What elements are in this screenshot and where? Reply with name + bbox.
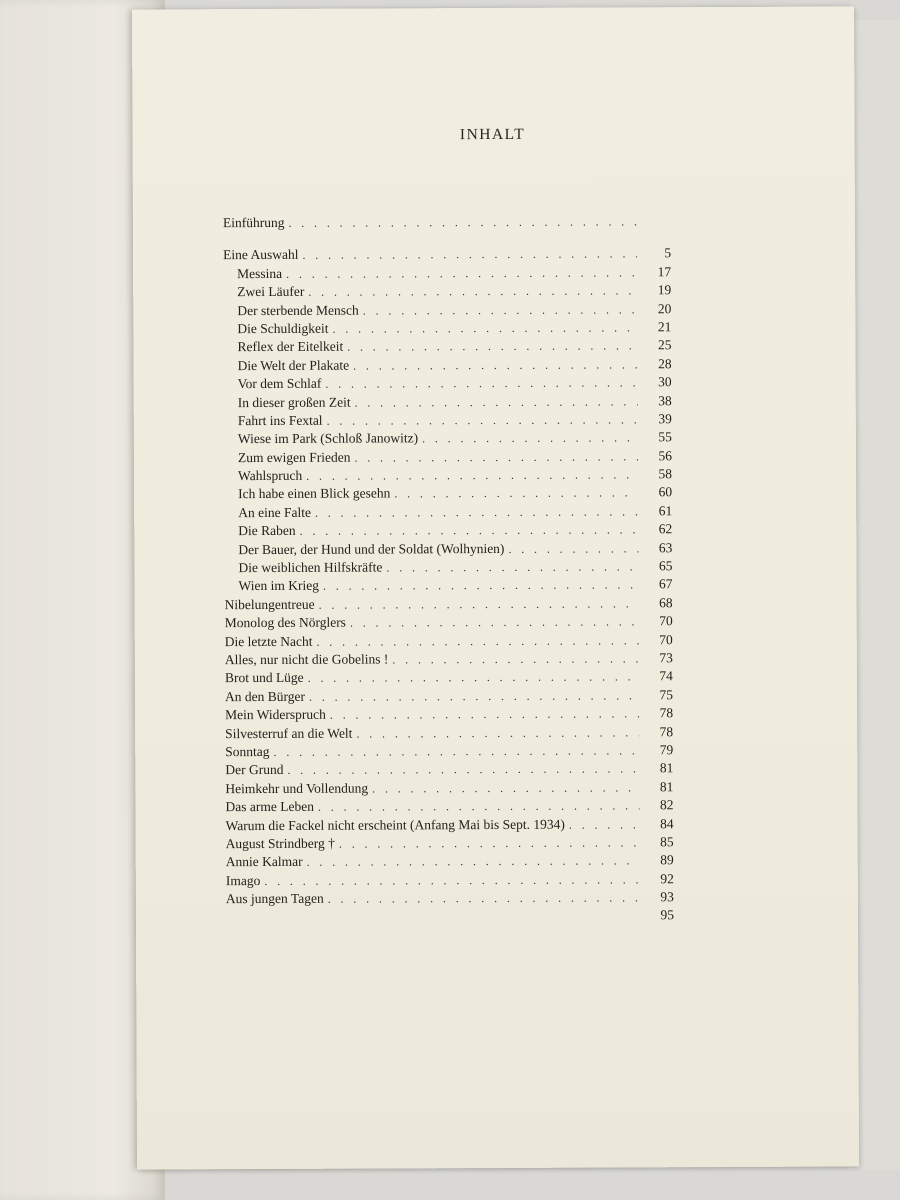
toc-entry-page-number: 70	[659, 631, 673, 647]
toc-entry	[225, 631, 673, 651]
toc-entry-page-number: 79	[659, 742, 674, 758]
toc-entry-title: Der Bauer, der Hund und der Soldat (Wolhynien)	[238, 540, 505, 557]
toc-entry-page-number: 92	[660, 870, 674, 886]
toc-entry-page-number: 67	[658, 576, 673, 592]
toc-entry-page-number: 84	[660, 815, 674, 831]
dot-leader	[273, 741, 639, 761]
toc-entry	[226, 815, 674, 835]
toc-entry-title: An eine Falte	[238, 504, 311, 520]
toc-entry-page-number: 68	[659, 595, 673, 611]
toc-entry-page-number: 78	[659, 723, 674, 739]
toc-entry-title: Zum ewigen Frieden	[237, 449, 351, 465]
dot-leader	[309, 686, 639, 706]
toc-entry-title: Die Schuldigkeit	[237, 320, 329, 337]
dot-leader	[308, 282, 637, 302]
dot-leader	[306, 465, 638, 485]
toc-entry-title: Warum die Fackel nicht erscheint (Anfang Mai bis Sept. 1934)	[225, 816, 565, 833]
dot-leader	[300, 521, 639, 541]
book-page	[132, 6, 859, 1169]
toc-entry	[225, 612, 673, 632]
dot-leader	[264, 870, 640, 890]
toc-entry	[225, 741, 673, 761]
toc-entry	[226, 870, 674, 890]
toc-entry-page-number: 17	[657, 264, 672, 280]
toc-entry	[225, 649, 673, 669]
toc-entry-page-number: 65	[658, 558, 673, 574]
dot-leader	[356, 723, 639, 743]
toc-entry-page-number: 30	[658, 374, 672, 390]
toc-entry	[223, 318, 671, 338]
toc-entry-page-number: 20	[657, 300, 672, 316]
toc-entry-title: Der sterbende Mensch	[237, 302, 359, 318]
toc-entry-page-number: 38	[658, 392, 672, 408]
dot-leader	[330, 705, 639, 725]
toc-entry-page-number: 5	[664, 245, 672, 261]
dot-leader	[319, 594, 639, 614]
toc-entry-page-number: 95	[660, 907, 674, 923]
toc-entry	[224, 557, 672, 577]
toc-entry	[225, 704, 673, 724]
dot-leader	[354, 447, 638, 467]
toc-entry-page-number: 82	[659, 797, 674, 813]
toc-entry-title: Alles, nur nicht die Gobelins !	[224, 651, 389, 668]
toc-entry-page-number: 21	[657, 319, 672, 335]
toc-entry-title: Das arme Leben	[225, 798, 314, 815]
toc-entry	[224, 429, 672, 449]
toc-entry	[225, 686, 673, 706]
toc-entry	[223, 281, 671, 301]
toc-entry-title: Einführung	[222, 214, 285, 231]
dot-leader	[386, 557, 638, 577]
toc-entry-title: Silvesterruf an die Welt	[225, 725, 353, 741]
toc-entry-title: Sonntag	[225, 743, 270, 760]
toc-entry-page-number: 25	[657, 337, 672, 353]
dot-leader	[347, 337, 637, 357]
toc-entry-title: Monolog des Nörglers	[224, 614, 346, 631]
toc-entry	[225, 723, 673, 743]
dot-leader	[318, 796, 640, 816]
dot-leader	[315, 502, 638, 522]
table-of-contents	[223, 212, 674, 927]
toc-entry-page-number: 19	[657, 282, 672, 298]
dot-leader	[286, 263, 637, 283]
toc-entry-page-number: 56	[658, 447, 672, 463]
toc-entry	[224, 392, 672, 412]
toc-entry-title: Die weiblichen Hilfskräfte	[238, 559, 383, 576]
toc-entry-page-number: 89	[660, 852, 674, 868]
toc-entry-title: Aus jungen Tagen	[225, 890, 324, 907]
toc-entry-page-number: 81	[659, 778, 674, 794]
toc-entry-title: Reflex der Eitelkeit	[237, 339, 344, 355]
toc-entry-page-number: 63	[658, 539, 673, 555]
toc-entry-title: Die Raben	[238, 523, 296, 539]
dot-leader	[422, 429, 638, 448]
toc-entry	[224, 520, 672, 540]
toc-entry-page-number: 55	[658, 429, 672, 445]
dot-leader	[287, 760, 639, 780]
toc-entry-title: Imago	[225, 872, 261, 888]
toc-entry-page-number: 70	[659, 613, 673, 629]
toc-entry	[226, 888, 674, 908]
dot-leader	[363, 300, 638, 320]
toc-entry-title: Vor dem Schlaf	[237, 375, 322, 392]
toc-entry-title: Die Welt der Plakate	[237, 357, 350, 373]
toc-entry	[226, 852, 674, 872]
toc-entry-page-number: 75	[659, 686, 674, 703]
toc-entry-title: Zwei Läufer	[237, 283, 305, 300]
toc-entry	[223, 300, 671, 320]
toc-entry-page-number: 93	[660, 889, 674, 905]
toc-entry-page-number: 73	[659, 650, 673, 666]
dot-leader	[307, 852, 640, 872]
toc-entry-title: Fahrt ins Fextal	[237, 412, 323, 429]
toc-entry-title: An den Bürger	[224, 688, 306, 704]
toc-entry	[223, 337, 671, 357]
toc-entry-page-number: 74	[659, 668, 673, 684]
toc-entry	[224, 447, 672, 467]
dot-leader	[316, 631, 638, 651]
toc-entry	[224, 373, 672, 393]
toc-entry	[224, 484, 672, 504]
toc-entry-title: Wiese im Park (Schloß Janowitz)	[237, 430, 419, 447]
toc-entry-page-number: 28	[658, 355, 672, 372]
dot-leader	[327, 410, 638, 430]
toc-entry-title: Eine Auswahl	[223, 247, 299, 263]
toc-entry-title: Mein Widerspruch	[225, 706, 326, 723]
toc-entry	[224, 355, 672, 375]
toc-entry	[225, 778, 673, 798]
toc-entry-page-number: 81	[659, 760, 674, 776]
toc-entry	[226, 907, 674, 927]
dot-leader	[355, 392, 638, 412]
toc-entry	[226, 833, 674, 853]
toc-entry-title: Annie Kalmar	[225, 854, 303, 870]
dot-leader	[372, 778, 639, 798]
toc-entry	[225, 668, 673, 688]
toc-entry-title: Der Grund	[225, 762, 284, 778]
toc-entry-page-number: 61	[658, 503, 673, 519]
toc-entry-page-number: 58	[658, 466, 673, 482]
toc-entry-title: In dieser großen Zeit	[237, 394, 351, 410]
dot-leader	[308, 668, 639, 688]
toc-entry-page-number: 39	[658, 411, 672, 427]
toc-entry	[224, 465, 672, 485]
toc-entry	[224, 410, 672, 430]
toc-entry	[224, 576, 672, 596]
toc-entry-title: Die letzte Nacht	[224, 633, 313, 649]
toc-entry-title: Ich habe einen Blick gesehn	[238, 485, 391, 502]
toc-entry	[224, 539, 672, 559]
dot-leader	[350, 613, 639, 633]
toc-entry	[225, 594, 673, 614]
dot-leader	[302, 245, 637, 265]
dot-leader	[328, 888, 640, 908]
toc-entry	[223, 245, 671, 265]
toc-entry-page-number: 60	[658, 484, 673, 500]
toc-entry-title: Messina	[237, 265, 283, 281]
toc-entry	[225, 760, 673, 780]
toc-entry-title: Heimkehr und Vollendung	[225, 780, 369, 796]
toc-entry-page-number: 78	[659, 705, 674, 721]
toc-entry	[224, 502, 672, 522]
dot-leader	[508, 539, 638, 558]
toc-entry-page-number: 62	[658, 521, 673, 537]
dot-leader	[392, 649, 639, 668]
dot-leader	[288, 212, 637, 232]
dot-leader	[569, 815, 640, 834]
toc-entry-title: Wahlspruch	[238, 467, 303, 484]
toc-entry-page-number: 85	[660, 834, 674, 850]
toc-entry-title: Wien im Krieg	[238, 578, 319, 594]
dot-leader	[332, 318, 637, 338]
dot-leader	[339, 833, 640, 853]
toc-entry	[223, 263, 671, 283]
toc-entry-title: Brot und Lüge	[224, 670, 304, 686]
dot-leader	[325, 373, 637, 393]
toc-entry-title: August Strindberg †	[225, 835, 335, 852]
dot-leader	[394, 484, 638, 503]
page-title: INHALT	[459, 125, 526, 144]
dot-leader	[323, 576, 639, 596]
toc-entry-title: Nibelungentreue	[224, 596, 315, 612]
toc-entry	[225, 796, 673, 816]
toc-entry	[223, 212, 671, 232]
dot-leader	[353, 355, 638, 375]
